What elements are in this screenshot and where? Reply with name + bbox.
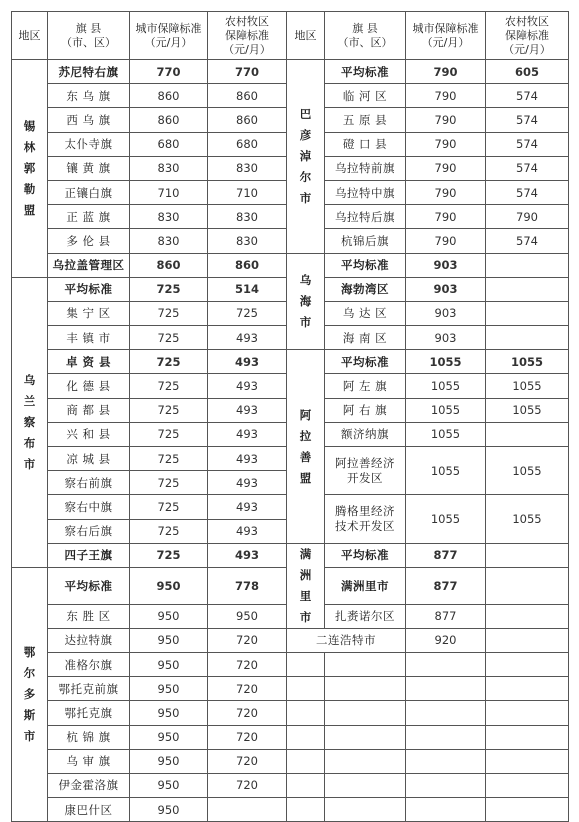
left-rural-standard-cell: 720 bbox=[208, 725, 287, 749]
right-rural-standard-cell: 574 bbox=[486, 108, 569, 132]
left-urban-standard-cell: 950 bbox=[130, 628, 208, 652]
left-rural-standard-cell: 950 bbox=[208, 604, 287, 628]
right-rural-standard-cell: 574 bbox=[486, 229, 569, 253]
right-urban-standard-cell: 877 bbox=[406, 604, 486, 628]
right-urban-standard-cell: 790 bbox=[406, 84, 486, 108]
right-rural-standard-cell bbox=[486, 567, 569, 604]
right-empty-cell bbox=[406, 652, 486, 676]
table-row bbox=[12, 652, 569, 676]
right-empty-cell bbox=[287, 773, 325, 797]
right-empty-cell bbox=[406, 798, 486, 822]
right-county-cell: 平均标准 bbox=[325, 60, 406, 84]
right-county-cell: 额济纳旗 bbox=[325, 422, 406, 446]
right-urban-standard-cell: 790 bbox=[406, 108, 486, 132]
header-county-right: 旗 县 （市、区） bbox=[325, 12, 406, 60]
left-county-cell: 乌 审 旗 bbox=[48, 749, 130, 773]
right-county-cell: 阿拉善经济开发区 bbox=[325, 447, 406, 495]
left-county-cell: 镶 黄 旗 bbox=[48, 156, 130, 180]
right-county-cell: 阿 右 旗 bbox=[325, 398, 406, 422]
left-county-cell: 平均标准 bbox=[48, 277, 130, 301]
left-rural-standard-cell: 493 bbox=[208, 326, 287, 350]
right-empty-cell bbox=[406, 773, 486, 797]
left-rural-standard-cell: 720 bbox=[208, 773, 287, 797]
left-urban-standard-cell: 770 bbox=[130, 60, 208, 84]
left-county-cell: 卓 资 县 bbox=[48, 350, 130, 374]
left-urban-standard-cell: 725 bbox=[130, 277, 208, 301]
right-county-cell: 五 原 县 bbox=[325, 108, 406, 132]
right-rural-standard-cell bbox=[486, 301, 569, 325]
left-county-cell: 商 都 县 bbox=[48, 398, 130, 422]
right-empty-cell bbox=[325, 652, 406, 676]
left-urban-standard-cell: 725 bbox=[130, 398, 208, 422]
right-rural-standard-cell: 1055 bbox=[486, 374, 569, 398]
right-empty-cell bbox=[486, 749, 569, 773]
left-county-cell: 正镶白旗 bbox=[48, 180, 130, 204]
right-erlian-rural-cell bbox=[486, 628, 569, 652]
left-urban-standard-cell: 860 bbox=[130, 253, 208, 277]
left-rural-standard-cell: 493 bbox=[208, 374, 287, 398]
left-county-cell: 乌拉盖管理区 bbox=[48, 253, 130, 277]
left-rural-standard-cell: 860 bbox=[208, 108, 287, 132]
right-empty-cell bbox=[287, 701, 325, 725]
right-rural-standard-cell: 1055 bbox=[486, 495, 569, 543]
header-rural-left: 农村牧区 保障标准 （元/月） bbox=[208, 12, 287, 60]
right-urban-standard-cell: 877 bbox=[406, 567, 486, 604]
left-county-cell: 太仆寺旗 bbox=[48, 132, 130, 156]
left-county-cell: 杭 锦 旗 bbox=[48, 725, 130, 749]
right-urban-standard-cell: 790 bbox=[406, 229, 486, 253]
right-erlian-urban-cell: 920 bbox=[406, 628, 486, 652]
left-urban-standard-cell: 950 bbox=[130, 604, 208, 628]
right-urban-standard-cell: 903 bbox=[406, 277, 486, 301]
right-empty-cell bbox=[287, 677, 325, 701]
right-county-cell: 临 河 区 bbox=[325, 84, 406, 108]
right-empty-cell bbox=[486, 677, 569, 701]
right-rural-standard-cell: 574 bbox=[486, 84, 569, 108]
table-row bbox=[12, 628, 569, 652]
left-county-cell: 东 乌 旗 bbox=[48, 84, 130, 108]
left-rural-standard-cell: 778 bbox=[208, 567, 287, 604]
region-name: 鄂尔多斯市 bbox=[23, 645, 36, 744]
left-rural-standard-cell: 493 bbox=[208, 398, 287, 422]
right-rural-standard-cell: 605 bbox=[486, 60, 569, 84]
right-region-cell bbox=[287, 543, 325, 628]
table-row bbox=[12, 543, 569, 567]
right-empty-cell bbox=[406, 749, 486, 773]
table-row bbox=[12, 798, 569, 822]
left-urban-standard-cell: 725 bbox=[130, 447, 208, 471]
right-region-cell bbox=[287, 253, 325, 350]
right-urban-standard-cell: 1055 bbox=[406, 422, 486, 446]
right-urban-standard-cell: 790 bbox=[406, 60, 486, 84]
region-name: 巴彦淖尔市 bbox=[299, 106, 312, 205]
region-name: 满洲里市 bbox=[299, 546, 312, 624]
right-rural-standard-cell bbox=[486, 326, 569, 350]
right-empty-cell bbox=[406, 725, 486, 749]
left-rural-standard-cell: 493 bbox=[208, 350, 287, 374]
table-row bbox=[12, 253, 569, 277]
right-county-cell: 平均标准 bbox=[325, 543, 406, 567]
header-county-left: 旗 县 （市、区） bbox=[48, 12, 130, 60]
right-urban-standard-cell: 1055 bbox=[406, 374, 486, 398]
left-rural-standard-cell: 493 bbox=[208, 495, 287, 519]
left-urban-standard-cell: 950 bbox=[130, 773, 208, 797]
right-region-cell bbox=[287, 350, 325, 544]
left-urban-standard-cell: 725 bbox=[130, 374, 208, 398]
right-rural-standard-cell: 574 bbox=[486, 180, 569, 204]
right-county-cell: 磴 口 县 bbox=[325, 132, 406, 156]
right-urban-standard-cell: 790 bbox=[406, 132, 486, 156]
right-empty-cell bbox=[325, 677, 406, 701]
right-empty-cell bbox=[486, 652, 569, 676]
left-rural-standard-cell: 493 bbox=[208, 447, 287, 471]
right-rural-standard-cell bbox=[486, 422, 569, 446]
header-urban-left: 城市保障标准 （元/月） bbox=[130, 12, 208, 60]
header-region-right: 地区 bbox=[287, 12, 325, 60]
right-rural-standard-cell bbox=[486, 253, 569, 277]
right-empty-cell bbox=[287, 798, 325, 822]
header-row bbox=[12, 12, 569, 60]
left-urban-standard-cell: 725 bbox=[130, 422, 208, 446]
header-region-left: 地区 bbox=[12, 12, 48, 60]
region-name: 阿拉善盟 bbox=[299, 407, 312, 485]
left-county-cell: 集 宁 区 bbox=[48, 301, 130, 325]
right-empty-cell bbox=[287, 725, 325, 749]
table-row bbox=[12, 773, 569, 797]
right-empty-cell bbox=[486, 773, 569, 797]
left-rural-standard-cell: 680 bbox=[208, 132, 287, 156]
left-urban-standard-cell: 950 bbox=[130, 701, 208, 725]
left-urban-standard-cell: 860 bbox=[130, 108, 208, 132]
left-county-cell: 准格尔旗 bbox=[48, 652, 130, 676]
subsistence-allowance-table bbox=[11, 11, 569, 822]
right-county-cell: 杭锦后旗 bbox=[325, 229, 406, 253]
left-county-cell: 丰 镇 市 bbox=[48, 326, 130, 350]
right-urban-standard-cell: 903 bbox=[406, 326, 486, 350]
right-empty-cell bbox=[406, 677, 486, 701]
left-urban-standard-cell: 950 bbox=[130, 798, 208, 822]
right-county-cell: 乌拉特前旗 bbox=[325, 156, 406, 180]
left-county-cell: 兴 和 县 bbox=[48, 422, 130, 446]
right-urban-standard-cell: 1055 bbox=[406, 398, 486, 422]
left-rural-standard-cell: 830 bbox=[208, 205, 287, 229]
right-urban-standard-cell: 877 bbox=[406, 543, 486, 567]
right-urban-standard-cell: 790 bbox=[406, 205, 486, 229]
left-rural-standard-cell: 710 bbox=[208, 180, 287, 204]
right-county-cell: 乌拉特后旗 bbox=[325, 205, 406, 229]
table-row bbox=[12, 701, 569, 725]
right-county-cell: 满洲里市 bbox=[325, 567, 406, 604]
header-urban-right: 城市保障标准 （元/月） bbox=[406, 12, 486, 60]
left-county-cell: 康巴什区 bbox=[48, 798, 130, 822]
left-rural-standard-cell bbox=[208, 798, 287, 822]
left-urban-standard-cell: 725 bbox=[130, 326, 208, 350]
region-name: 乌兰察布市 bbox=[23, 372, 36, 471]
right-rural-standard-cell bbox=[486, 543, 569, 567]
left-urban-standard-cell: 830 bbox=[130, 156, 208, 180]
left-county-cell: 鄂托克前旗 bbox=[48, 677, 130, 701]
right-rural-standard-cell: 790 bbox=[486, 205, 569, 229]
right-county-cell: 平均标准 bbox=[325, 253, 406, 277]
left-rural-standard-cell: 860 bbox=[208, 253, 287, 277]
right-county-cell: 海 南 区 bbox=[325, 326, 406, 350]
left-county-cell: 西 乌 旗 bbox=[48, 108, 130, 132]
right-empty-cell bbox=[325, 798, 406, 822]
left-rural-standard-cell: 830 bbox=[208, 229, 287, 253]
right-urban-standard-cell: 903 bbox=[406, 301, 486, 325]
left-county-cell: 苏尼特右旗 bbox=[48, 60, 130, 84]
left-county-cell: 察右前旗 bbox=[48, 471, 130, 495]
right-county-cell: 乌拉特中旗 bbox=[325, 180, 406, 204]
right-rural-standard-cell bbox=[486, 604, 569, 628]
left-county-cell: 凉 城 县 bbox=[48, 447, 130, 471]
right-empty-cell bbox=[486, 725, 569, 749]
right-empty-cell bbox=[325, 773, 406, 797]
table-row bbox=[12, 677, 569, 701]
right-rural-standard-cell: 1055 bbox=[486, 398, 569, 422]
right-rural-standard-cell: 1055 bbox=[486, 447, 569, 495]
left-county-cell: 伊金霍洛旗 bbox=[48, 773, 130, 797]
left-rural-standard-cell: 770 bbox=[208, 60, 287, 84]
right-empty-cell bbox=[325, 749, 406, 773]
right-rural-standard-cell: 574 bbox=[486, 132, 569, 156]
left-rural-standard-cell: 725 bbox=[208, 301, 287, 325]
left-urban-standard-cell: 950 bbox=[130, 567, 208, 604]
right-county-cell: 海勃湾区 bbox=[325, 277, 406, 301]
right-rural-standard-cell bbox=[486, 277, 569, 301]
left-county-cell: 察右中旗 bbox=[48, 495, 130, 519]
left-urban-standard-cell: 950 bbox=[130, 725, 208, 749]
left-urban-standard-cell: 725 bbox=[130, 471, 208, 495]
left-rural-standard-cell: 493 bbox=[208, 543, 287, 567]
left-rural-standard-cell: 720 bbox=[208, 749, 287, 773]
left-urban-standard-cell: 725 bbox=[130, 350, 208, 374]
left-rural-standard-cell: 860 bbox=[208, 84, 287, 108]
right-county-cell: 腾格里经济技术开发区 bbox=[325, 495, 406, 543]
table-row bbox=[12, 350, 569, 374]
table-row bbox=[12, 749, 569, 773]
left-county-cell: 四子王旗 bbox=[48, 543, 130, 567]
right-erlian-label: 二连浩特市 bbox=[287, 628, 406, 652]
left-region-cell bbox=[12, 567, 48, 821]
right-county-cell: 阿 左 旗 bbox=[325, 374, 406, 398]
left-urban-standard-cell: 830 bbox=[130, 205, 208, 229]
left-urban-standard-cell: 725 bbox=[130, 495, 208, 519]
left-county-cell: 达拉特旗 bbox=[48, 628, 130, 652]
right-rural-standard-cell: 1055 bbox=[486, 350, 569, 374]
left-rural-standard-cell: 493 bbox=[208, 422, 287, 446]
left-urban-standard-cell: 680 bbox=[130, 132, 208, 156]
left-county-cell: 化 德 县 bbox=[48, 374, 130, 398]
left-urban-standard-cell: 725 bbox=[130, 519, 208, 543]
header-rural-right: 农村牧区 保障标准 （元/月） bbox=[486, 12, 569, 60]
left-rural-standard-cell: 720 bbox=[208, 652, 287, 676]
left-rural-standard-cell: 830 bbox=[208, 156, 287, 180]
right-empty-cell bbox=[325, 701, 406, 725]
left-urban-standard-cell: 725 bbox=[130, 543, 208, 567]
right-urban-standard-cell: 790 bbox=[406, 156, 486, 180]
right-rural-standard-cell: 574 bbox=[486, 156, 569, 180]
table-row bbox=[12, 60, 569, 84]
left-county-cell: 东 胜 区 bbox=[48, 604, 130, 628]
table-row bbox=[12, 725, 569, 749]
right-county-cell: 乌 达 区 bbox=[325, 301, 406, 325]
left-rural-standard-cell: 493 bbox=[208, 471, 287, 495]
right-urban-standard-cell: 903 bbox=[406, 253, 486, 277]
left-rural-standard-cell: 720 bbox=[208, 628, 287, 652]
left-urban-standard-cell: 950 bbox=[130, 652, 208, 676]
right-empty-cell bbox=[287, 749, 325, 773]
left-county-cell: 察右后旗 bbox=[48, 519, 130, 543]
region-name: 乌海市 bbox=[299, 272, 312, 329]
left-region-cell bbox=[12, 277, 48, 567]
right-county-cell: 平均标准 bbox=[325, 350, 406, 374]
left-county-cell: 鄂托克旗 bbox=[48, 701, 130, 725]
region-name: 锡林郭勒盟 bbox=[23, 118, 36, 217]
right-empty-cell bbox=[287, 652, 325, 676]
left-rural-standard-cell: 493 bbox=[208, 519, 287, 543]
right-empty-cell bbox=[406, 701, 486, 725]
left-rural-standard-cell: 720 bbox=[208, 677, 287, 701]
right-urban-standard-cell: 1055 bbox=[406, 350, 486, 374]
left-rural-standard-cell: 514 bbox=[208, 277, 287, 301]
table-body bbox=[12, 60, 569, 822]
left-urban-standard-cell: 710 bbox=[130, 180, 208, 204]
right-region-cell bbox=[287, 60, 325, 254]
left-urban-standard-cell: 830 bbox=[130, 229, 208, 253]
right-urban-standard-cell: 1055 bbox=[406, 495, 486, 543]
left-urban-standard-cell: 860 bbox=[130, 84, 208, 108]
left-rural-standard-cell: 720 bbox=[208, 701, 287, 725]
right-empty-cell bbox=[486, 701, 569, 725]
left-county-cell: 平均标准 bbox=[48, 567, 130, 604]
right-urban-standard-cell: 790 bbox=[406, 180, 486, 204]
left-urban-standard-cell: 950 bbox=[130, 749, 208, 773]
left-urban-standard-cell: 950 bbox=[130, 677, 208, 701]
left-county-cell: 正 蓝 旗 bbox=[48, 205, 130, 229]
left-urban-standard-cell: 725 bbox=[130, 301, 208, 325]
right-empty-cell bbox=[486, 798, 569, 822]
right-urban-standard-cell: 1055 bbox=[406, 447, 486, 495]
left-county-cell: 多 伦 县 bbox=[48, 229, 130, 253]
left-region-cell bbox=[12, 60, 48, 278]
right-county-cell: 扎赉诺尔区 bbox=[325, 604, 406, 628]
right-empty-cell bbox=[325, 725, 406, 749]
